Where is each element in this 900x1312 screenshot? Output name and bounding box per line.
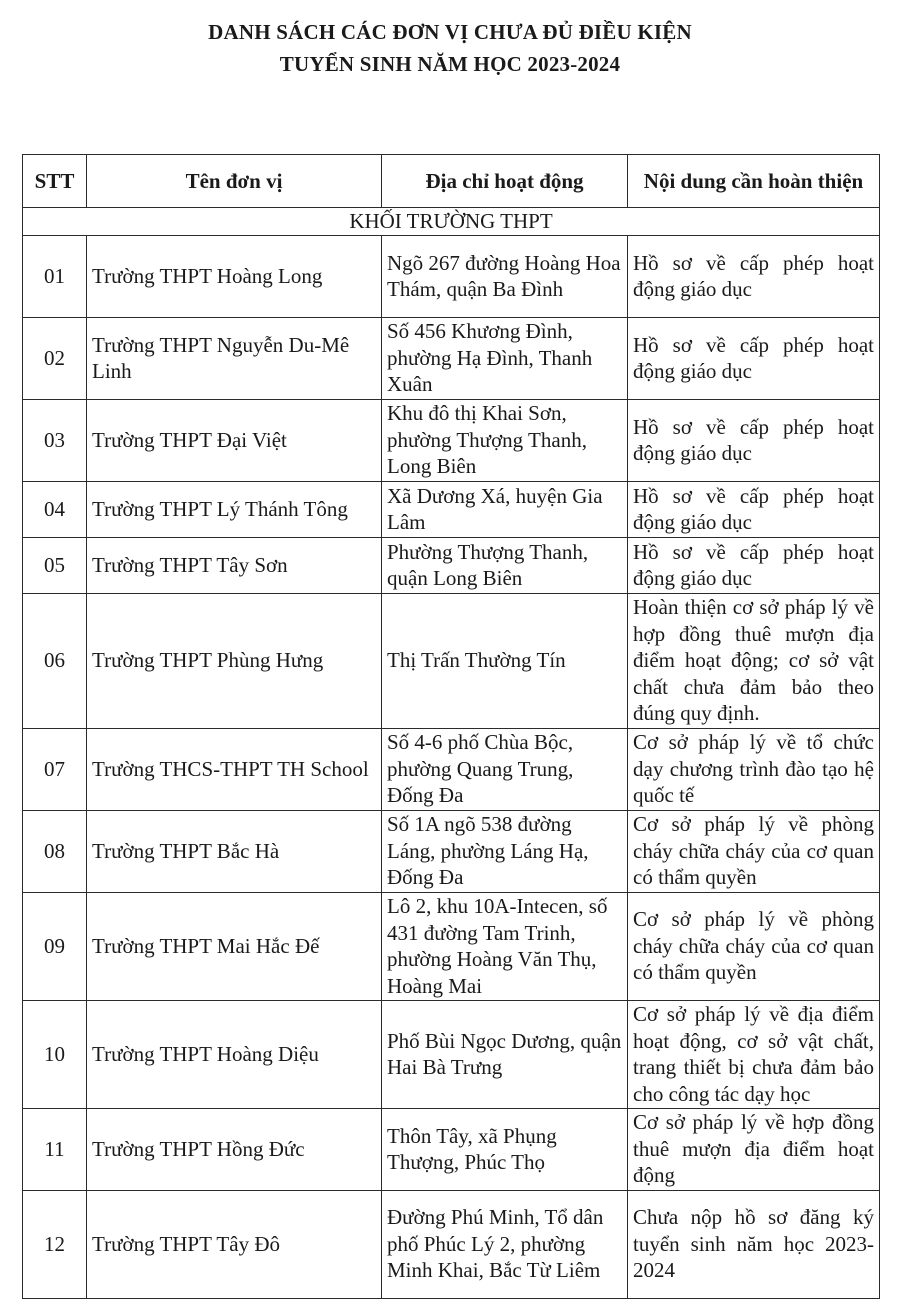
row-stt: 05 xyxy=(23,537,87,593)
header-row xyxy=(23,155,880,208)
header-address: Địa chỉ hoạt động xyxy=(382,155,628,208)
row-content: Hồ sơ về cấp phép hoạt động giáo dục xyxy=(628,235,880,317)
row-name: Trường THPT Đại Việt xyxy=(87,399,382,481)
row-stt: 03 xyxy=(23,399,87,481)
group-label: KHỐI TRƯỜNG THPT xyxy=(23,208,880,236)
table-row xyxy=(23,1000,880,1108)
table-row xyxy=(23,1190,880,1298)
row-content: Cơ sở pháp lý về phòng cháy chữa cháy của cơ quan có thẩm quyền xyxy=(628,810,880,892)
group-row xyxy=(23,208,880,236)
row-content: Chưa nộp hồ sơ đăng ký tuyển sinh năm học 2023-2024 xyxy=(628,1190,880,1298)
row-content: Hồ sơ về cấp phép hoạt động giáo dục xyxy=(628,481,880,537)
header-stt: STT xyxy=(23,155,87,208)
row-address: Số 4-6 phố Chùa Bộc, phường Quang Trung, Đống Đa xyxy=(382,728,628,810)
row-address: Xã Dương Xá, huyện Gia Lâm xyxy=(382,481,628,537)
row-content: Cơ sở pháp lý về địa điểm hoạt động, cơ sở vật chất, trang thiết bị chưa đảm bảo cho công tác dạy học xyxy=(628,1000,880,1108)
table-row xyxy=(23,235,880,317)
row-address: Khu đô thị Khai Sơn, phường Thượng Thanh, Long Biên xyxy=(382,399,628,481)
row-content: Hoàn thiện cơ sở pháp lý về hợp đồng thuê mượn địa điểm hoạt động; cơ sở vật chất chưa đảm bảo theo đúng quy định. xyxy=(628,593,880,728)
table-row xyxy=(23,317,880,399)
row-name: Trường THCS-THPT TH School xyxy=(87,728,382,810)
row-content: Cơ sở pháp lý về tổ chức dạy chương trình đào tạo hệ quốc tế xyxy=(628,728,880,810)
row-stt: 09 xyxy=(23,892,87,1000)
row-address: Số 456 Khương Đình, phường Hạ Đình, Thanh Xuân xyxy=(382,317,628,399)
row-address: Thôn Tây, xã Phụng Thượng, Phúc Thọ xyxy=(382,1108,628,1190)
row-name: Trường THPT Tây Đô xyxy=(87,1190,382,1298)
unit-list-table xyxy=(22,154,880,1299)
table-row xyxy=(23,593,880,728)
title-line-2: TUYỂN SINH NĂM HỌC 2023-2024 xyxy=(279,52,621,76)
row-content: Cơ sở pháp lý về phòng cháy chữa cháy của cơ quan có thẩm quyền xyxy=(628,892,880,1000)
row-name: Trường THPT Bắc Hà xyxy=(87,810,382,892)
row-stt: 02 xyxy=(23,317,87,399)
row-stt: 08 xyxy=(23,810,87,892)
table-row xyxy=(23,892,880,1000)
row-content: Hồ sơ về cấp phép hoạt động giáo dục xyxy=(628,317,880,399)
document-title xyxy=(0,16,900,80)
row-content: Hồ sơ về cấp phép hoạt động giáo dục xyxy=(628,399,880,481)
row-address: Số 1A ngõ 538 đường Láng, phường Láng Hạ, Đống Đa xyxy=(382,810,628,892)
row-name: Trường THPT Hoàng Diệu xyxy=(87,1000,382,1108)
table-row xyxy=(23,1108,880,1190)
row-address: Phường Thượng Thanh, quận Long Biên xyxy=(382,537,628,593)
row-content: Hồ sơ về cấp phép hoạt động giáo dục xyxy=(628,537,880,593)
row-stt: 12 xyxy=(23,1190,87,1298)
title-line-1: DANH SÁCH CÁC ĐƠN VỊ CHƯA ĐỦ ĐIỀU KIỆN xyxy=(208,20,692,44)
row-content: Cơ sở pháp lý về hợp đồng thuê mượn địa điểm hoạt động xyxy=(628,1108,880,1190)
table-row xyxy=(23,728,880,810)
table-row xyxy=(23,399,880,481)
header-content: Nội dung cần hoàn thiện xyxy=(628,155,880,208)
row-name: Trường THPT Phùng Hưng xyxy=(87,593,382,728)
row-address: Phố Bùi Ngọc Dương, quận Hai Bà Trưng xyxy=(382,1000,628,1108)
row-name: Trường THPT Tây Sơn xyxy=(87,537,382,593)
row-address: Thị Trấn Thường Tín xyxy=(382,593,628,728)
row-name: Trường THPT Lý Thánh Tông xyxy=(87,481,382,537)
table-row xyxy=(23,481,880,537)
row-name: Trường THPT Hoàng Long xyxy=(87,235,382,317)
row-stt: 01 xyxy=(23,235,87,317)
row-address: Lô 2, khu 10A-Intecen, số 431 đường Tam Trinh, phường Hoàng Văn Thụ, Hoàng Mai xyxy=(382,892,628,1000)
header-name: Tên đơn vị xyxy=(87,155,382,208)
row-stt: 11 xyxy=(23,1108,87,1190)
row-name: Trường THPT Hồng Đức xyxy=(87,1108,382,1190)
table-row xyxy=(23,810,880,892)
row-name: Trường THPT Mai Hắc Đế xyxy=(87,892,382,1000)
row-stt: 04 xyxy=(23,481,87,537)
row-stt: 10 xyxy=(23,1000,87,1108)
table-row xyxy=(23,537,880,593)
row-name: Trường THPT Nguyễn Du-Mê Linh xyxy=(87,317,382,399)
row-address: Đường Phú Minh, Tổ dân phố Phúc Lý 2, phường Minh Khai, Bắc Từ Liêm xyxy=(382,1190,628,1298)
row-stt: 06 xyxy=(23,593,87,728)
row-address: Ngõ 267 đường Hoàng Hoa Thám, quận Ba Đình xyxy=(382,235,628,317)
row-stt: 07 xyxy=(23,728,87,810)
